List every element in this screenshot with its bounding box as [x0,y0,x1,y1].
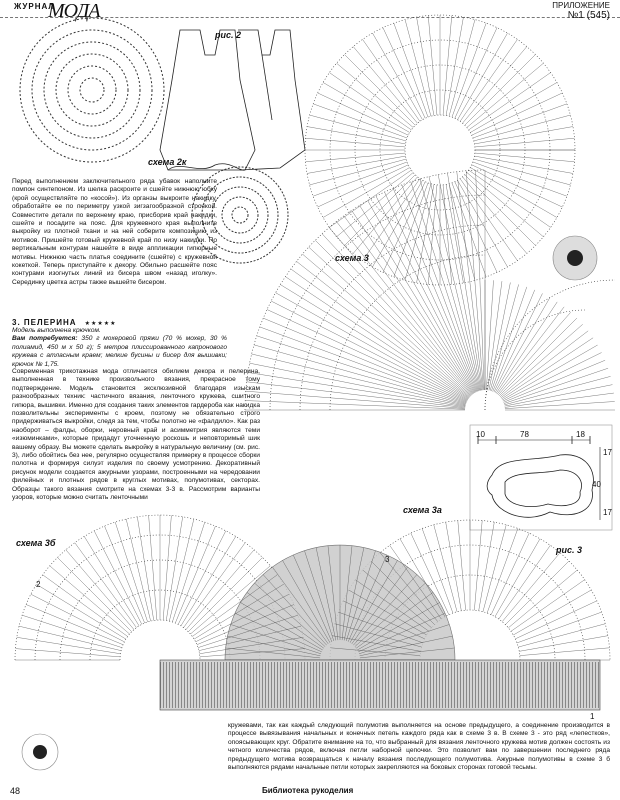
caption-scheme-3a: схема 3а [403,505,442,515]
spoke-line [254,345,466,405]
spoke-line [497,307,564,394]
spoke-line [458,180,508,267]
spoke-line [318,165,409,207]
spoke-line [443,16,452,116]
spoke-line [303,254,470,397]
dimension-left: 10 [476,430,485,439]
spoke-line [446,184,463,282]
spoke-line [163,515,171,620]
spoke-line [518,624,605,647]
spoke-line [310,115,407,141]
section-pelerine [12,318,227,369]
spoke-line [31,594,125,642]
scheme-3-spokes [305,15,575,285]
spoke-line [470,83,557,133]
small-spider-image [22,734,58,770]
spoke-line [465,55,536,126]
tape-band-pattern [160,662,600,708]
spoke-line [115,522,147,622]
spoke-line [22,615,122,647]
spoke-line [508,570,577,628]
spoke-line [394,23,428,117]
spoke-line [105,526,145,623]
spoke-line [499,318,577,396]
spoke-line [466,171,483,390]
spoke-line [315,240,471,396]
spoke-line [178,531,226,625]
spoke-line [465,175,536,246]
issue-number: №1 (545) [567,10,610,21]
spoke-line [166,517,182,621]
spoke-line [383,28,425,119]
spoke-line [475,153,575,162]
spoke-line [470,168,557,218]
spoke-line [428,16,437,116]
dimension-top-side: 17 [603,448,612,457]
spoke-line [373,33,423,120]
spoke-line [323,83,410,133]
spoke-line [474,127,572,144]
section-title: 3. ПЕЛЕРИНА [12,318,77,327]
spoke-line [472,165,563,207]
spiral-motif-diagram [20,18,164,162]
spoke-line [126,519,151,621]
spoke-line [250,363,466,406]
diagram-number-3: 3 [385,555,390,564]
spoke-line [447,173,481,390]
page-number: 48 [10,786,21,796]
spoke-line [443,185,452,285]
model-line: Модель выполнена крючком. [12,327,101,334]
spoke-line [491,287,526,391]
spoke-line [309,247,471,396]
pattern-shape-diagram [470,425,612,530]
spoke-line [417,17,434,115]
spoke-line [473,104,567,138]
spoke-line [271,301,467,401]
spoke-line [17,637,121,653]
spoke-line [383,182,425,273]
spoke-line [502,553,560,622]
spider-image [553,236,597,280]
spoke-line [438,175,481,391]
diagram-number-1: 1 [590,712,595,721]
spoke-line [474,115,571,141]
spoke-line [503,353,602,402]
spoke-line [495,539,540,617]
spoke-line [323,168,410,218]
spoke-line [15,649,120,657]
dimension-bottom-side: 17 [603,508,612,517]
spoke-line [246,391,465,408]
spoke-line [43,575,128,637]
spoke-line [345,175,416,246]
spoke-line [252,354,466,405]
spoke-line [472,93,563,135]
spoke-line [420,179,480,391]
spoke-line [474,156,572,173]
spoke-line [306,138,406,147]
dimension-right: 18 [576,430,585,439]
spoke-line [376,196,476,392]
dimension-middle: 78 [520,430,529,439]
spoke-line [455,28,497,119]
spoke-line [307,156,405,173]
spoke-line [169,519,194,621]
spoke-line [260,327,466,403]
spoke-line [452,23,486,117]
spoke-line [449,20,475,117]
spoke-line [345,55,416,126]
spoke-line [263,318,466,402]
caption-scheme-3b: схема 3б [16,538,56,548]
spoke-line [446,17,463,115]
spoke-line [501,331,588,398]
spoke-line [393,188,477,391]
paragraph-bottom: кружевами, так как каждый следующий полумотив выполняется на основе предыдущего, а соединение производится в процессе вывязывания начальных и конечных петель каждого ряда как в схеме 3 в. В схеме 3 - это ряд «лепестков», опоясывающих круг. Обратите внимание на то, что выбранный для вязания ленточного кружева мотив должен состоять из четного количества рядов, включая петли наборной цепочки. Это позволит вам по завершении последнего ряда предыдущего мотива возвращаться к началу вязания последующего полумотива. Ажурные полумотивы в схеме 3 б выполняются рядами начальные петли которых закрепляются на боковых сторонах готовой тесьмы. [228,722,610,772]
spoke-line [473,162,567,196]
spoke-line [175,526,215,623]
caption-fig2: рис. 2 [215,30,242,40]
spoke-line [75,543,137,628]
diagram-number-2: 2 [36,580,41,589]
spoke-line [94,531,142,625]
spoke-line [248,372,465,406]
spoke-line [458,33,508,120]
section-body: Современная трикотажная мода отличается обилием декора и пелерина, выполненная в технике произвольного вязания, прекрасное тому подтверждение. Модель становится эксклюзивной благодаря изыскам разнообразных техник: частичного вязания, ленточного кружева, сшитного гипюра, вышивки. Именно для создания таких элементов гардероба как накидка позволительны эксперименты с кроем, поэтому не обязательно строго придерживаться выкройки, следя за тем, чтобы полотно не «фалдило». Как раз наоборот – фалды, оборки, неровный край и асимметрия являются теми «изюминками», которые придадут уточненную роскошь и неповторимый шик вашему образу. Вы можете сделать выкройку в натуральную величину (см. рис. 3), либо обойтись без нее, регулярно осуществляя примерку в процессе сборки полотна и формируя силуэт изделия по своему усмотрению. Декоративный рисунок модели создается ажурными узорами, построенными на чередовании филейных и плотных рядов в круглых мотивах, полумотивах, секторах. Образцы такого вязания смотрите на схемах 3-3 в. Рассмотрим варианты узоров, которые можно считать ленточными [12,368,260,502]
caption-fig3: рис. 3 [556,545,583,555]
spoke-line [149,515,157,620]
spoke-line [306,153,406,162]
materials-label: Вам потребуется: [12,335,78,343]
spoke-line [318,93,409,135]
magazine-logo: МОДА [48,0,100,22]
paragraph-top: Перед выполнением заключительного ряда убавок наполните помпон синтепоном. Из шелка раскроите и сшейте нижнюю юбку (крой осуществляйте по «косой»). Из органзы выкроите накидку, обработайте ее по периметру узкой зигзагообразной строчкой. Совместите детали по верхнему краю, присборив край накидки, сшейте и посадите на пояс. Для кружевного края выполните выкройку из плотной ткани и на ней соберите композицию из мотивов. Пришейте готовый кружевной край по низу накидки. По вертикальным контурам нашейте в виде аппликации гипюрные мотивы. Нижнюю часть платья соедините (сшейте) с кружевной кокеткой. Теперь приступайте к декору. Обильно расшейте пояс контурами изогнутых линий из бисера швом «назад иголку». Серединку цветка астры также вышейте бисером. [12,178,217,286]
spoke-line [313,104,407,138]
dress-drawing [160,30,305,170]
spoke-line [487,528,518,613]
spoke-line [502,338,593,399]
spoke-line [496,302,557,393]
materials-text: 350 г мохеровой пряжи (70 % мохер, 30 % полиамид, 450 м x 50 г); 5 метров плиссированного капронового кружева с атласным краем; мелкие бусины и бисер для вышивки; крючок № 1,75. [12,335,227,368]
spoke-line [405,20,431,117]
spoke-line [429,177,480,391]
spoke-line [307,127,405,144]
library-label: Библиотека рукоделия [262,786,354,795]
spoke-line [137,517,153,621]
caption-scheme-2k: схема 2к [148,157,187,167]
spoke-line [417,184,434,282]
spoke-line [504,368,608,403]
dimension-height: 40 [592,480,601,489]
spoke-line [474,159,571,185]
spoke-line [57,557,131,631]
spoke-line [310,159,407,185]
spoke-line [245,401,465,410]
magazine-prefix: ЖУРНАЛ [14,2,56,11]
difficulty-stars: ★★★★★ [84,321,117,327]
spoke-line [505,561,569,625]
spoke-line [172,522,204,622]
spoke-line [494,293,543,392]
caption-scheme-3: схема 3 [335,253,369,263]
spoke-line [483,525,506,612]
spoke-line [513,590,591,635]
spoke-line [517,612,602,643]
spoke-line [19,626,121,651]
spoke-line [313,162,407,196]
spoke-line [26,605,123,645]
spoke-line [394,183,428,277]
supplement-label: ПРИЛОЖЕНИЕ [552,1,610,10]
